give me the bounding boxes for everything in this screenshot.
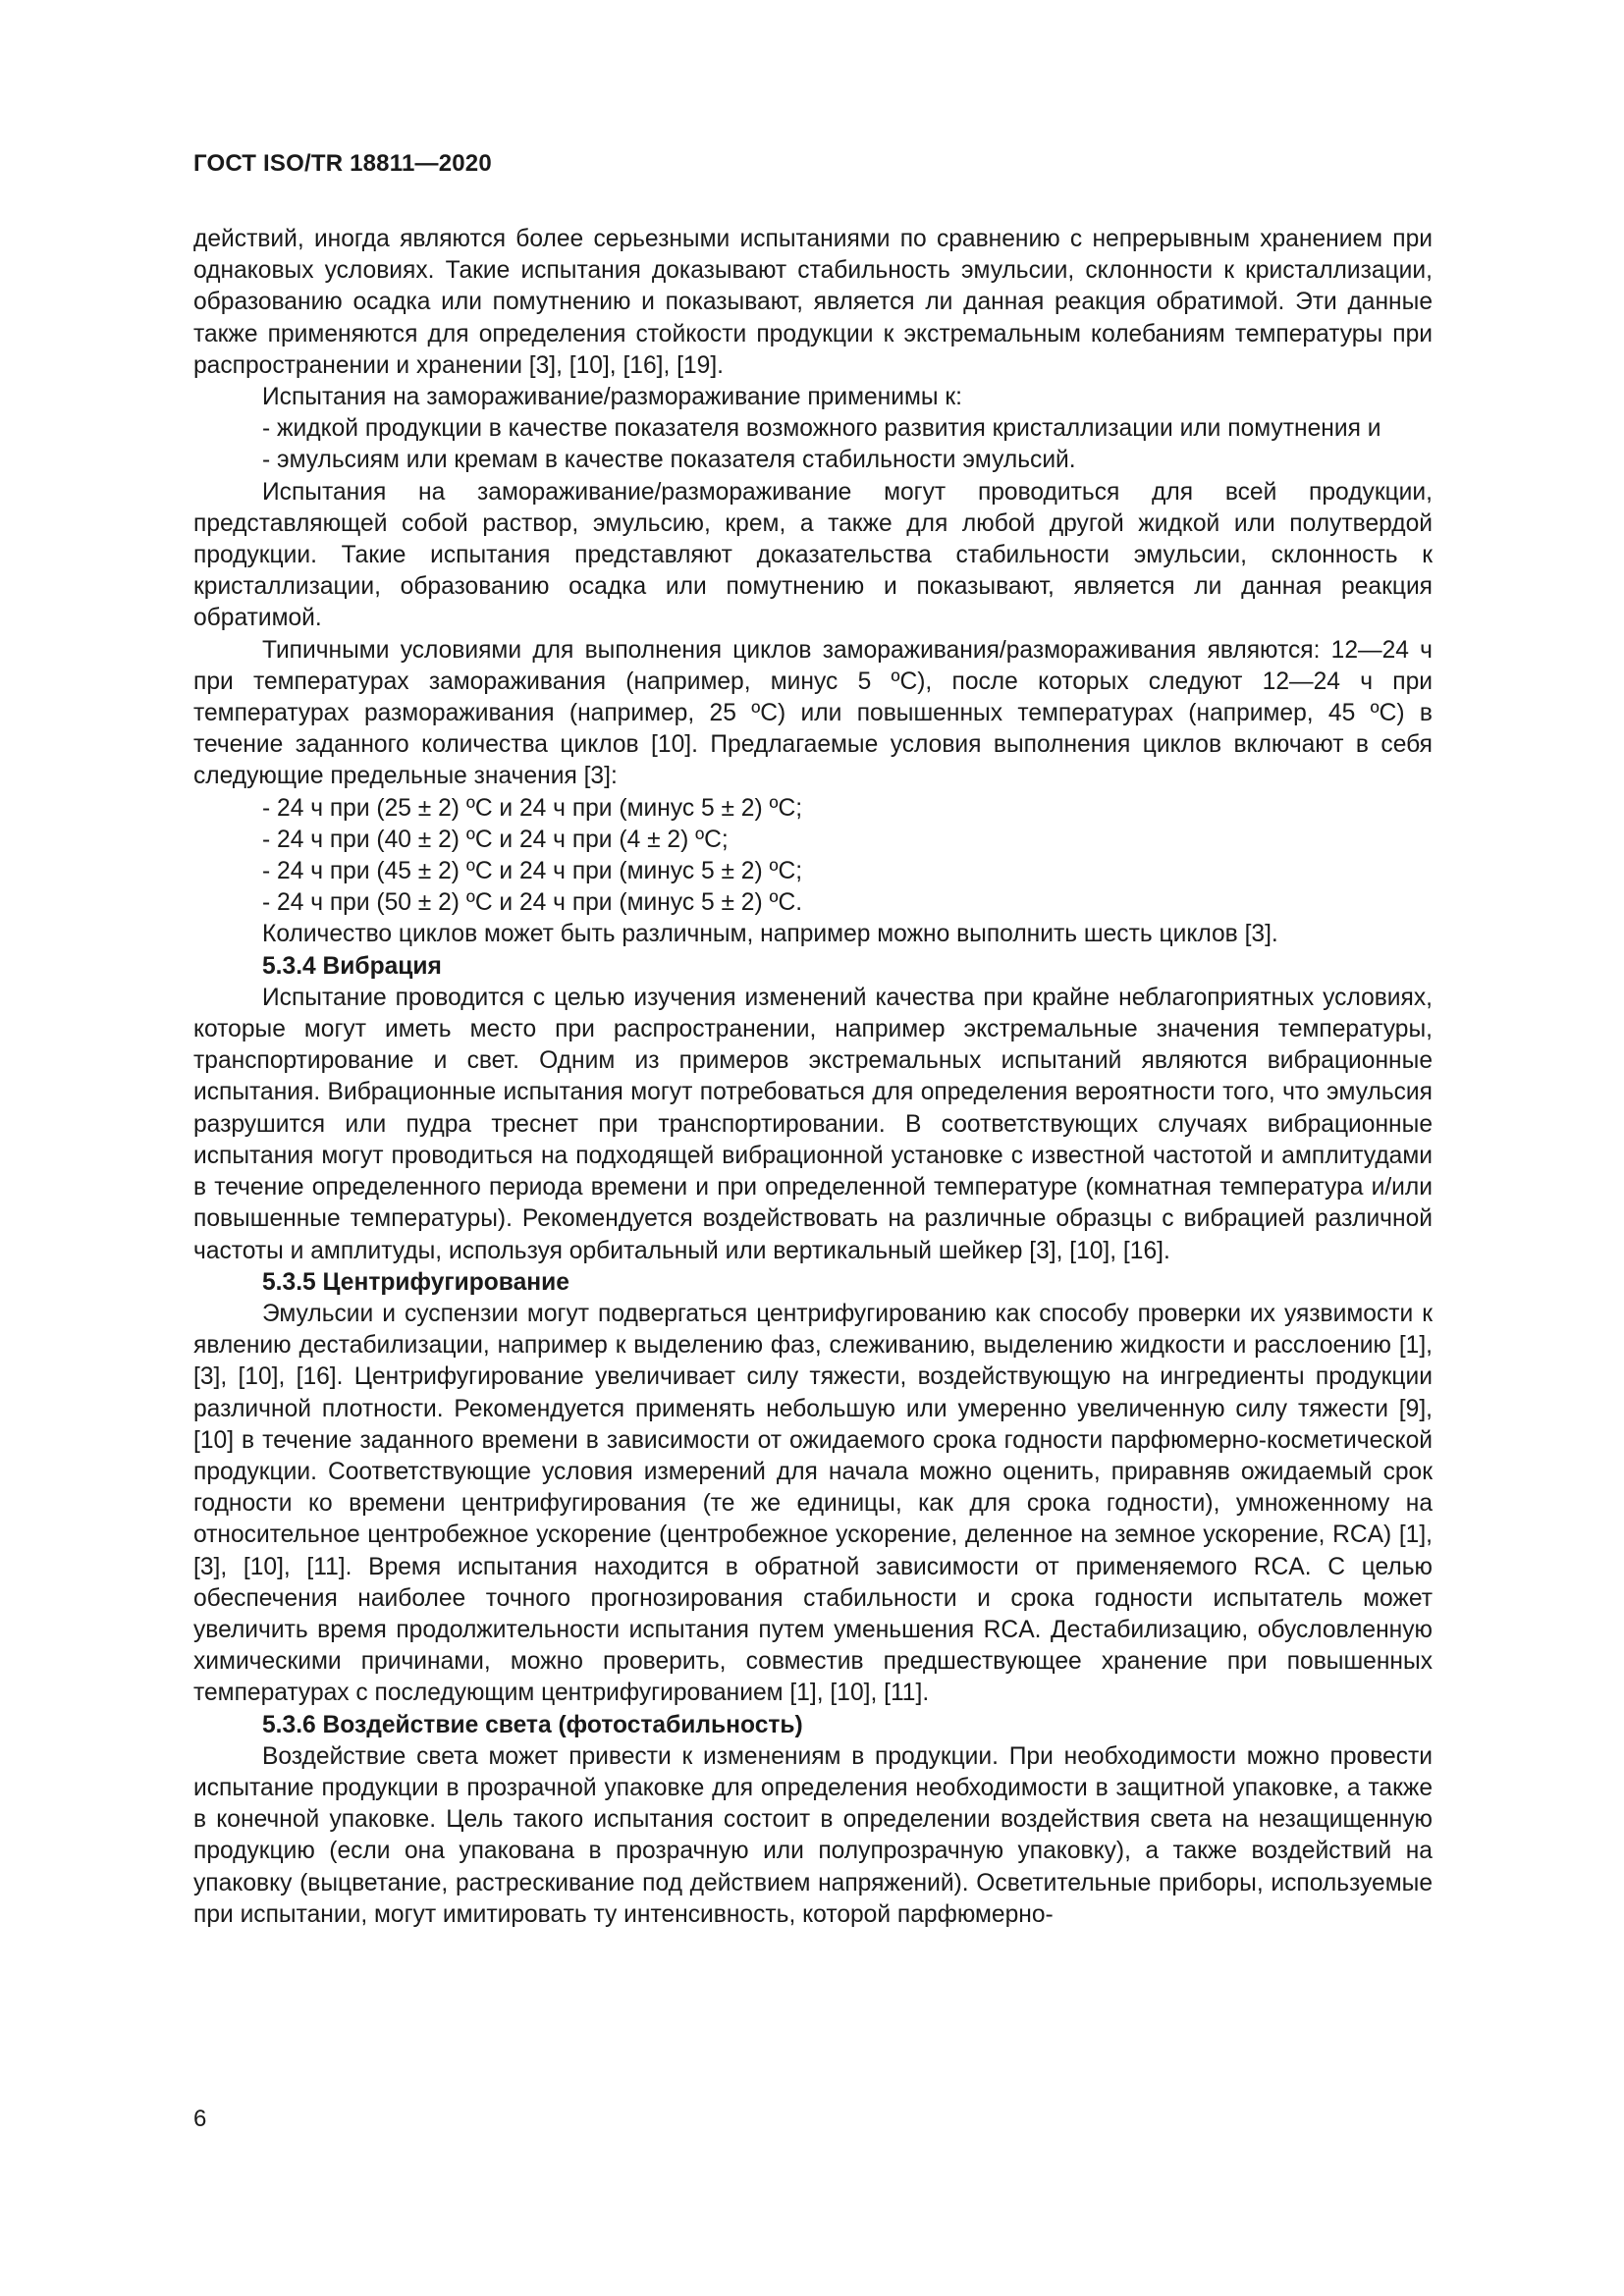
page-number: 6 [193, 2106, 207, 2132]
list-item: - жидкой продукции в качестве показателя возможного развития кристаллизации или помутнения и [262, 415, 1381, 443]
section-heading-vibration: 5.3.4 Вибрация [262, 952, 442, 980]
document-body [193, 224, 1433, 1931]
paragraph-freeze-scope: Испытания на замораживание/размораживание могут проводиться для всей продукции, представляющей собой раствор, эмульсию, крем, а также для любой другой жидкой или полутвердой продукции. Такие испытания представляют доказательства стабильности эмульсии, склонность к кристаллизации, образованию осадка или помутнению и показывают, является ли данная реакция обратимой. [193, 478, 1433, 632]
section-heading-centrifugation: 5.3.5 Центрифугирование [262, 1268, 569, 1296]
document-header: ГОСТ ISO/TR 18811—2020 [193, 150, 492, 177]
paragraph-cycle-count: Количество циклов может быть различным, например можно выполнить шесть циклов [3]. [262, 921, 1278, 948]
paragraph-freeze-applicability: Испытания на замораживание/размораживание применимы к: [262, 384, 963, 411]
list-item: - 24 ч при (45 ± 2) ºС и 24 ч при (минус 5 ± 2) ºС; [262, 858, 803, 885]
list-item: - 24 ч при (40 ± 2) ºС и 24 ч при (4 ± 2) ºС; [262, 826, 729, 853]
paragraph-cycle-conditions: Типичными условиями для выполнения циклов замораживания/размораживания являются: 12—24 ч при температурах замораживания (например, минус 5 ºС), после которых следуют 12—24 ч при температурах размораживания (например, 25 ºС) или повышенных температурах (например, 45 ºС) в течение заданного количества циклов [10]. Предлагаемые условия выполнения циклов включают в себя следующие предельные значения [3]: [193, 636, 1433, 790]
list-item: - 24 ч при (50 ± 2) ºС и 24 ч при (минус 5 ± 2) ºС. [262, 889, 803, 917]
paragraph-vibration: Испытание проводится с целью изучения изменений качества при крайне неблагоприятных условиях, которые могут иметь место при распространении, например экстремальные значения температуры, транспортирование и свет. Одним из примеров экстремальных испытаний являются вибрационные испытания. Вибрационные испытания могут потребоваться для определения вероятности того, что эмульсия разрушится или пудра треснет при транспортировании. В соответствующих случаях вибрационные испытания могут проводиться на подходящей вибрационной установке с известной частотой и амплитудами в течение определенного периода времени и при определенной температуре (комнатная температура и/или повышенные температуры). Рекомендуется воздействовать на различные образцы с вибрацией различной частоты и амплитуды, используя орбитальный или вертикальный шейкер [3], [10], [16]. [193, 984, 1433, 1264]
paragraph-photostability: Воздействие света может привести к изменениям в продукции. При необходимости можно провести испытание продукции в прозрачной упаковке для определения необходимости в защитной упаковке, а также в конечной упаковке. Цель такого испытания состоит в определении воздействия света на незащищенную продукцию (если она упакована в прозрачную или полупрозрачную упаковку), а также воздействий на упаковку (выцветание, растрескивание под действием напряжений). Осветительные приборы, используемые при испытании, могут имитировать ту интенсивность, которой парфюмерно- [193, 1742, 1433, 1928]
list-item: - эмульсиям или кремам в качестве показателя стабильности эмульсий. [262, 447, 1076, 474]
list-item: - 24 ч при (25 ± 2) ºС и 24 ч при (минус 5 ± 2) ºС; [262, 794, 803, 822]
section-heading-photostability: 5.3.6 Воздействие света (фотостабильность) [262, 1711, 803, 1738]
paragraph-centrifugation: Эмульсии и суспензии могут подвергаться центрифугированию как способу проверки их уязвимости к явлению дестабилизации, например к выделению фаз, слеживанию, выделению жидкости и расслоению [1], [3], [10], [16]. Центрифугирование увеличивает силу тяжести, воздействующую на ингредиенты продукции различной плотности. Рекомендуется применять небольшую или умеренно увеличенную силу тяжести [9], [10] в течение заданного времени в зависимости от ожидаемого срока годности парфюмерно-косметической продукции. Соответствующие условия измерений для начала можно оценить, приравняв ожидаемый срок годности ко времени центрифугирования (те же единицы, как для срока годности), умноженному на относительное центробежное ускорение (центробежное ускорение, деленное на земное ускорение, RCA) [1], [3], [10], [11]. Время испытания находится в обратной зависимости от применяемого RCA. С целью обеспечения наиболее точного прогнозирования стабильности и срока годности испытатель может увеличить время продолжительности испытания путем уменьшения RCA. Дестабилизацию, обусловленную химическими причинами, можно проверить, совместив предшествующее хранение при повышенных температурах с последующим центрифугированием [1], [10], [11]. [193, 1300, 1433, 1707]
paragraph-continuation: действий, иногда являются более серьезными испытаниями по сравнению с непрерывным хранением при однаковых условиях. Такие испытания доказывают стабильность эмульсии, склонности к кристаллизации, образованию осадка или помутнению и показывают, является ли данная реакция обратимой. Эти данные также применяются для определения стойкости продукции к экстремальным колебаниям температуры при распространении и хранении [3], [10], [16], [19]. [193, 226, 1433, 379]
